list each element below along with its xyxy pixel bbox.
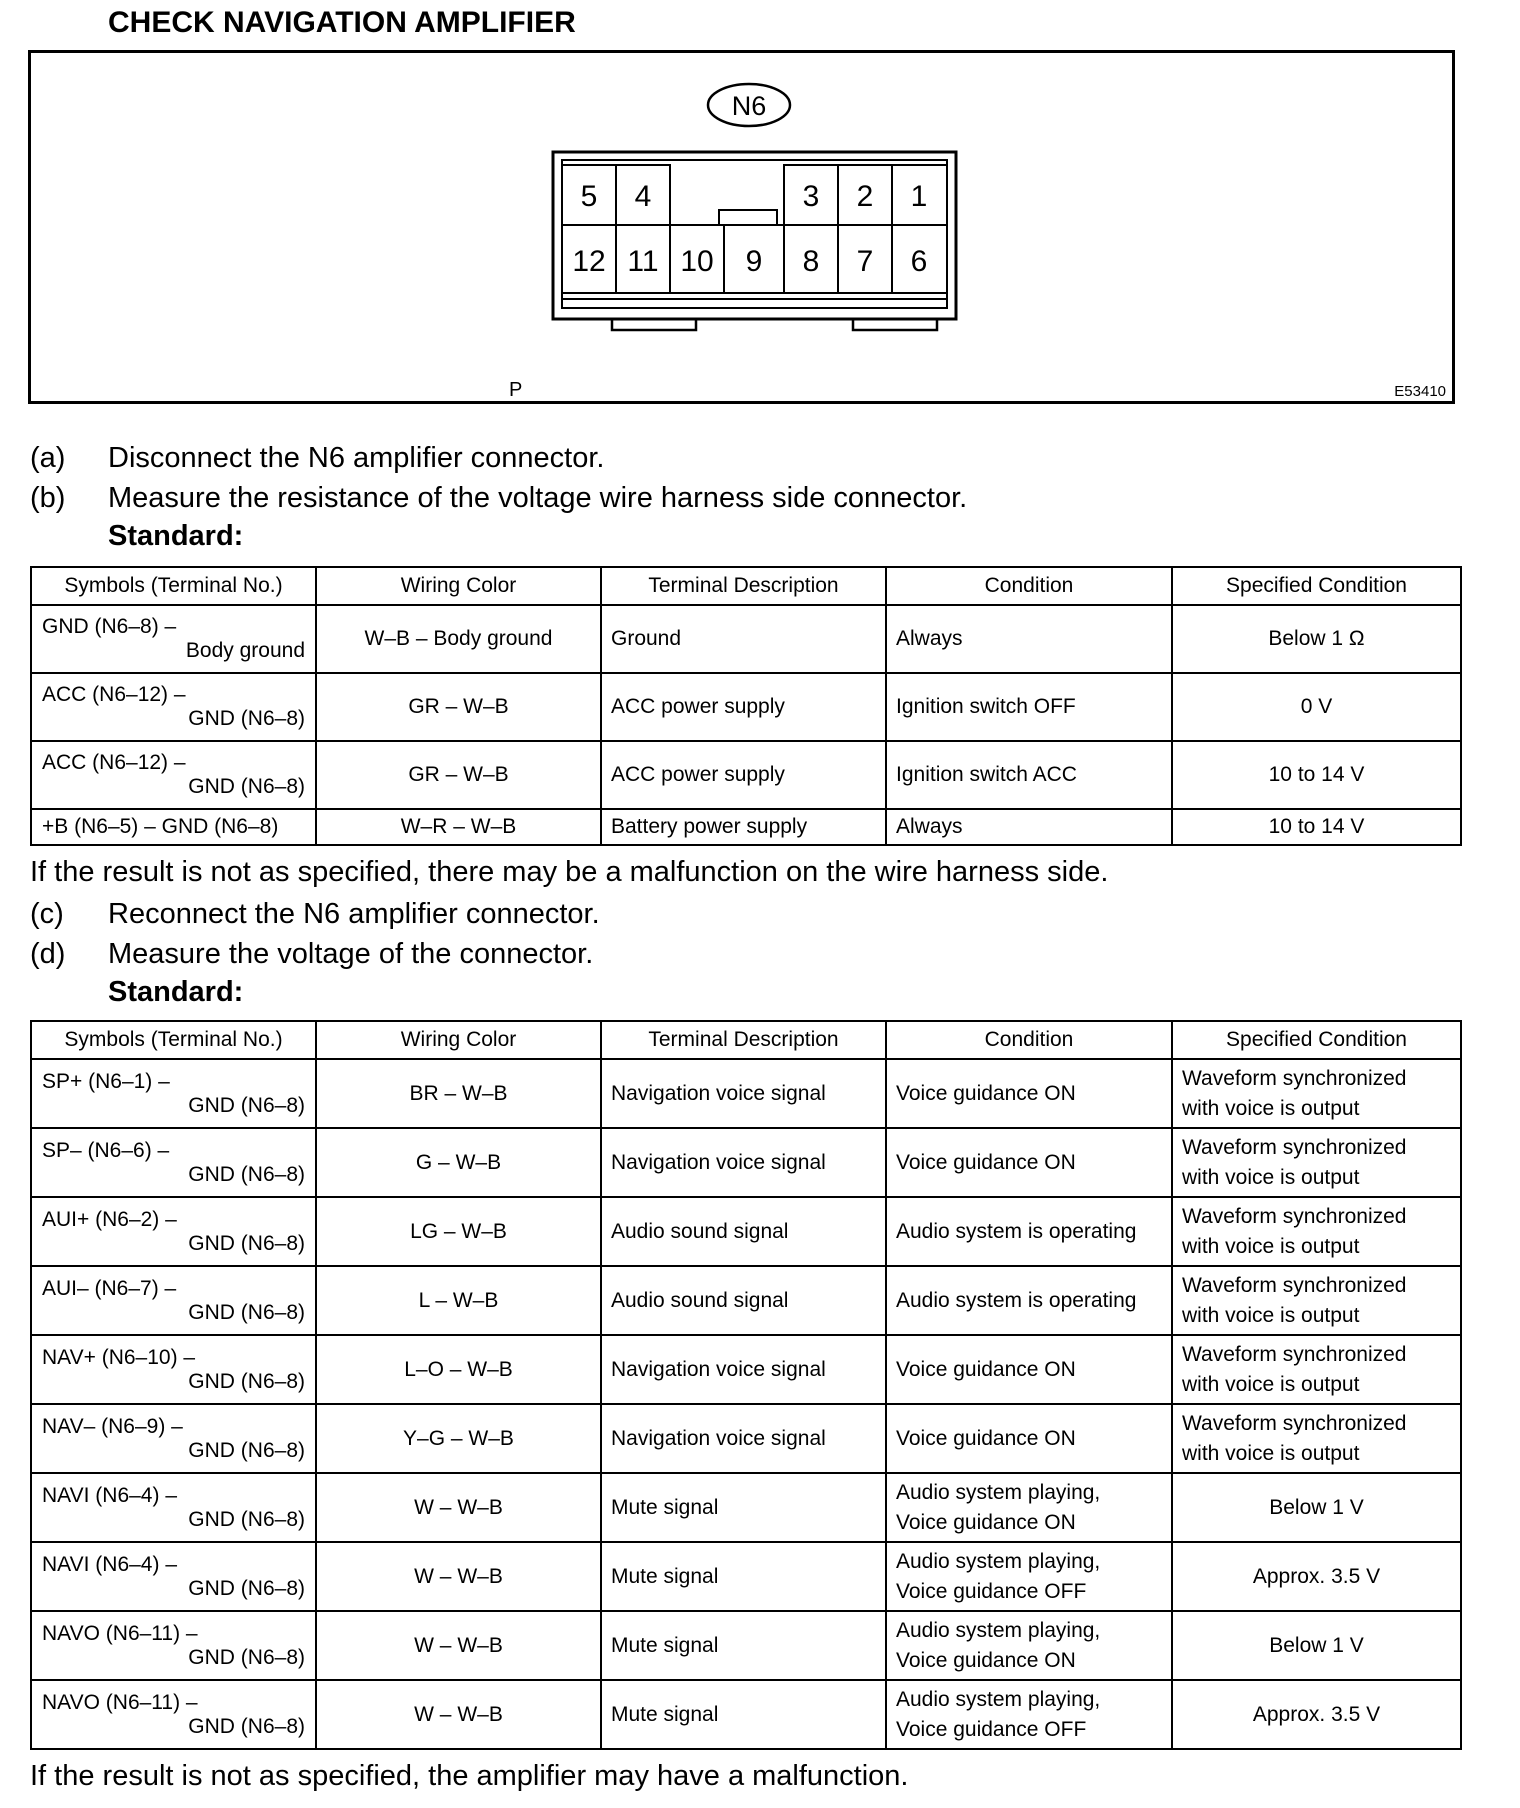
header-wiring-color: Wiring Color <box>316 567 601 605</box>
terminal-description: Audio sound signal <box>611 1219 789 1243</box>
table-row <box>31 673 1461 741</box>
step-text: Disconnect the N6 amplifier connector. <box>108 442 605 474</box>
specified-line: with voice is output <box>1182 1234 1360 1258</box>
voltage-table <box>30 1020 1462 1750</box>
cell-condition <box>886 1335 1172 1404</box>
table-row <box>31 605 1461 673</box>
cell-wiring-color <box>316 1128 601 1197</box>
condition-line: Voice guidance ON <box>896 1510 1076 1534</box>
symbol-reference: GND (N6–8) <box>188 1093 305 1117</box>
step-c <box>30 896 600 932</box>
table-row <box>31 1542 1461 1611</box>
symbol-terminal: NAVI (N6–4) – <box>42 1552 177 1576</box>
step-label: (a) <box>30 442 66 474</box>
cell-specified-condition <box>1172 605 1461 673</box>
cell-symbols <box>31 1611 316 1680</box>
header-terminal-description: Terminal Description <box>601 567 886 605</box>
pin-8: 8 <box>802 245 820 278</box>
specified-condition: 0 V <box>1300 695 1333 718</box>
cell-wiring-color <box>316 809 601 845</box>
symbol-reference: GND (N6–8) <box>188 1162 305 1186</box>
wiring-color: GR – W–B <box>408 695 509 718</box>
note-harness: If the result is not as specified, there may be a malfunction on the wire harness side. <box>30 856 1109 888</box>
symbol-reference: GND (N6–8) <box>188 1645 305 1669</box>
pin-7: 7 <box>856 245 874 278</box>
pin-1: 1 <box>910 180 928 213</box>
wiring-color: L – W–B <box>418 1288 499 1312</box>
cell-condition <box>886 741 1172 809</box>
condition: Audio system is operating <box>896 1219 1137 1243</box>
symbol-reference: GND (N6–8) <box>188 1714 305 1738</box>
terminal-description: Navigation voice signal <box>611 1426 826 1450</box>
wiring-color: G – W–B <box>415 1150 502 1174</box>
symbol-terminal: NAV+ (N6–10) – <box>42 1345 196 1369</box>
cell-condition <box>886 605 1172 673</box>
cell-specified-condition <box>1172 1197 1461 1266</box>
figure-code: E53410 <box>1394 383 1446 400</box>
specified-condition: Below 1 V <box>1269 1633 1364 1657</box>
table-row <box>31 1128 1461 1197</box>
cell-wiring-color <box>316 1680 601 1749</box>
pin-4: 4 <box>634 180 652 213</box>
header-condition: Condition <box>886 1021 1172 1059</box>
connector-label <box>708 84 790 126</box>
terminal-description: Ground <box>611 627 682 650</box>
wiring-color: W – W–B <box>414 1702 503 1726</box>
cell-condition <box>886 809 1172 845</box>
symbol-terminal: SP+ (N6–1) – <box>42 1069 170 1093</box>
specified-line: Waveform synchronized <box>1182 1342 1407 1366</box>
cell-specified-condition <box>1172 1611 1461 1680</box>
specified-condition: 10 to 14 V <box>1268 815 1365 838</box>
wiring-color: GR – W–B <box>408 763 509 786</box>
step-d <box>30 936 593 972</box>
cell-specified-condition <box>1172 1335 1461 1404</box>
wiring-color: W – W–B <box>414 1495 503 1519</box>
symbol-terminal: AUI+ (N6–2) – <box>42 1207 177 1231</box>
table-row <box>31 1611 1461 1680</box>
terminal-description: Navigation voice signal <box>611 1357 826 1381</box>
terminal-description: Mute signal <box>611 1702 719 1726</box>
cell-condition <box>886 1266 1172 1335</box>
wiring-color: W – W–B <box>414 1633 503 1657</box>
specified-condition: Below 1 Ω <box>1268 627 1365 650</box>
cell-wiring-color <box>316 1404 601 1473</box>
table-row <box>31 1680 1461 1749</box>
cell-terminal-description <box>601 1473 886 1542</box>
terminal-description: Audio sound signal <box>611 1288 789 1312</box>
cell-condition <box>886 1611 1172 1680</box>
step-a <box>30 440 604 476</box>
cell-symbols <box>31 1473 316 1542</box>
cell-terminal-description <box>601 1059 886 1128</box>
symbol-reference: GND (N6–8) <box>188 707 305 730</box>
symbol-terminal: NAVO (N6–11) – <box>42 1690 198 1714</box>
header-symbols: Symbols (Terminal No.) <box>31 567 316 605</box>
symbol-terminal: GND (N6–8) – <box>42 615 177 638</box>
condition: Voice guidance ON <box>896 1357 1076 1381</box>
symbol-reference: GND (N6–8) <box>188 1507 305 1531</box>
condition: Always <box>896 815 963 838</box>
cell-symbols <box>31 1128 316 1197</box>
standard-label: Standard: <box>108 520 244 552</box>
table-header-row <box>31 567 1461 605</box>
table-row <box>31 1473 1461 1542</box>
cell-terminal-description <box>601 1611 886 1680</box>
cell-symbols <box>31 673 316 741</box>
symbol-terminal: NAVO (N6–11) – <box>42 1621 198 1645</box>
wiring-color: W – W–B <box>414 1564 503 1588</box>
cell-terminal-description <box>601 673 886 741</box>
cell-terminal-description <box>601 1404 886 1473</box>
symbol-reference: GND (N6–8) <box>188 1438 305 1462</box>
condition-line: Voice guidance OFF <box>896 1579 1087 1603</box>
cell-terminal-description <box>601 1128 886 1197</box>
cell-symbols <box>31 1197 316 1266</box>
specified-line: Waveform synchronized <box>1182 1273 1407 1297</box>
symbol-reference: GND (N6–8) <box>188 775 305 798</box>
condition: Voice guidance ON <box>896 1150 1076 1174</box>
cell-specified-condition <box>1172 1266 1461 1335</box>
cell-specified-condition <box>1172 1680 1461 1749</box>
cell-terminal-description <box>601 1335 886 1404</box>
specified-line: with voice is output <box>1182 1441 1360 1465</box>
cell-terminal-description <box>601 1197 886 1266</box>
symbol-terminal: NAVI (N6–4) – <box>42 1483 177 1507</box>
cell-specified-condition <box>1172 741 1461 809</box>
cell-specified-condition <box>1172 1059 1461 1128</box>
cell-wiring-color <box>316 1542 601 1611</box>
wiring-color: L–O – W–B <box>404 1357 513 1381</box>
condition-line: Voice guidance OFF <box>896 1717 1087 1741</box>
specified-condition: Approx. 3.5 V <box>1252 1564 1381 1588</box>
terminal-description: Mute signal <box>611 1495 719 1519</box>
specified-line: Waveform synchronized <box>1182 1135 1407 1159</box>
side-label: P <box>509 379 523 401</box>
cell-symbols <box>31 809 316 845</box>
symbol-terminal: SP– (N6–6) – <box>42 1138 170 1162</box>
header-specified-condition: Specified Condition <box>1172 567 1461 605</box>
specified-line: with voice is output <box>1182 1165 1360 1189</box>
symbol-reference: GND (N6–8) <box>188 1300 305 1324</box>
cell-terminal-description <box>601 605 886 673</box>
condition-line: Audio system playing, <box>896 1687 1101 1711</box>
terminal-description: ACC power supply <box>611 695 785 718</box>
specified-line: with voice is output <box>1182 1303 1360 1327</box>
cell-terminal-description <box>601 741 886 809</box>
cell-terminal-description <box>601 1680 886 1749</box>
header-specified-condition: Specified Condition <box>1172 1021 1461 1059</box>
terminal-description: Navigation voice signal <box>611 1081 826 1105</box>
table-header-row <box>31 1021 1461 1059</box>
cell-wiring-color <box>316 1611 601 1680</box>
header-condition: Condition <box>886 567 1172 605</box>
cell-condition <box>886 1680 1172 1749</box>
pin-2: 2 <box>856 180 874 213</box>
svg-text:N6: N6 <box>731 91 767 121</box>
pin-11: 11 <box>627 245 659 278</box>
step-text: Measure the resistance of the voltage wire harness side connector. <box>108 482 968 514</box>
specified-line: with voice is output <box>1182 1096 1360 1120</box>
table-row <box>31 1197 1461 1266</box>
connector-body <box>553 152 956 330</box>
symbol-terminal: NAV– (N6–9) – <box>42 1414 183 1438</box>
condition-line: Audio system playing, <box>896 1618 1101 1642</box>
condition: Audio system is operating <box>896 1288 1137 1312</box>
specified-line: with voice is output <box>1182 1372 1360 1396</box>
condition: Always <box>896 627 963 650</box>
cell-specified-condition <box>1172 1128 1461 1197</box>
wiring-color: LG – W–B <box>410 1219 507 1243</box>
cell-specified-condition <box>1172 1542 1461 1611</box>
step-label: (b) <box>30 482 66 514</box>
cell-symbols <box>31 1335 316 1404</box>
symbol-reference: GND (N6–8) <box>188 1576 305 1600</box>
condition: Voice guidance ON <box>896 1426 1076 1450</box>
cell-symbols <box>31 1542 316 1611</box>
note-amplifier: If the result is not as specified, the amplifier may have a malfunction. <box>30 1760 909 1792</box>
specified-line: Waveform synchronized <box>1182 1066 1407 1090</box>
table-row <box>31 809 1461 845</box>
cell-wiring-color <box>316 673 601 741</box>
cell-symbols <box>31 741 316 809</box>
wiring-color: W–B – Body ground <box>364 627 553 650</box>
cell-symbols <box>31 605 316 673</box>
step-label: (c) <box>30 898 64 930</box>
cell-symbols <box>31 1059 316 1128</box>
cell-terminal-description <box>601 1542 886 1611</box>
resistance-table <box>30 566 1462 846</box>
cell-wiring-color <box>316 1473 601 1542</box>
page-title: CHECK NAVIGATION AMPLIFIER <box>108 6 576 39</box>
specified-line: Waveform synchronized <box>1182 1411 1407 1435</box>
cell-specified-condition <box>1172 1473 1461 1542</box>
cell-wiring-color <box>316 1197 601 1266</box>
specified-condition: Approx. 3.5 V <box>1252 1702 1381 1726</box>
connector-diagram <box>31 53 1452 401</box>
pin-3: 3 <box>802 180 820 213</box>
cell-specified-condition <box>1172 809 1461 845</box>
header-wiring-color: Wiring Color <box>316 1021 601 1059</box>
step-text: Reconnect the N6 amplifier connector. <box>108 898 600 930</box>
cell-condition <box>886 1542 1172 1611</box>
table-row <box>31 1335 1461 1404</box>
step-b <box>30 480 967 516</box>
symbol-reference: GND (N6–8) <box>188 1231 305 1255</box>
terminal-description: Mute signal <box>611 1633 719 1657</box>
terminal-description: Mute signal <box>611 1564 719 1588</box>
connector-figure <box>28 50 1455 404</box>
cell-wiring-color <box>316 605 601 673</box>
pin-9: 9 <box>745 245 763 278</box>
specified-line: Waveform synchronized <box>1182 1204 1407 1228</box>
symbol-reference: Body ground <box>185 639 305 662</box>
cell-wiring-color <box>316 741 601 809</box>
condition-line: Audio system playing, <box>896 1549 1101 1573</box>
cell-condition <box>886 1473 1172 1542</box>
condition-line: Audio system playing, <box>896 1480 1101 1504</box>
cell-condition <box>886 1404 1172 1473</box>
cell-symbols <box>31 1404 316 1473</box>
pin-10: 10 <box>680 245 714 278</box>
terminal-description: Navigation voice signal <box>611 1150 826 1174</box>
cell-terminal-description <box>601 809 886 845</box>
pin-5: 5 <box>580 180 598 213</box>
wiring-color: W–R – W–B <box>400 815 517 838</box>
symbol-terminal: ACC (N6–12) – <box>42 683 186 706</box>
step-text: Measure the voltage of the connector. <box>108 938 594 970</box>
condition: Voice guidance ON <box>896 1081 1076 1105</box>
symbol-reference: GND (N6–8) <box>188 1369 305 1393</box>
cell-wiring-color <box>316 1266 601 1335</box>
pin-6: 6 <box>910 245 928 278</box>
cell-condition <box>886 1059 1172 1128</box>
cell-wiring-color <box>316 1059 601 1128</box>
table-row <box>31 1404 1461 1473</box>
table-row <box>31 741 1461 809</box>
table-row <box>31 1266 1461 1335</box>
cell-condition <box>886 673 1172 741</box>
wiring-color: BR – W–B <box>409 1081 508 1105</box>
symbols: +B (N6–5) – GND (N6–8) <box>42 815 279 838</box>
cell-condition <box>886 1197 1172 1266</box>
cell-wiring-color <box>316 1335 601 1404</box>
cell-specified-condition <box>1172 1404 1461 1473</box>
cell-terminal-description <box>601 1266 886 1335</box>
condition-line: Voice guidance ON <box>896 1648 1076 1672</box>
standard-label: Standard: <box>108 976 244 1008</box>
symbol-terminal: AUI– (N6–7) – <box>42 1276 177 1300</box>
terminal-description: ACC power supply <box>611 763 785 786</box>
cell-specified-condition <box>1172 673 1461 741</box>
symbol-terminal: ACC (N6–12) – <box>42 751 186 774</box>
specified-condition: 10 to 14 V <box>1268 763 1365 786</box>
pin-12: 12 <box>572 245 606 278</box>
terminal-description: Battery power supply <box>611 815 808 838</box>
table-row <box>31 1059 1461 1128</box>
pin-numbers <box>572 180 927 278</box>
cell-symbols <box>31 1266 316 1335</box>
condition: Ignition switch ACC <box>896 763 1077 786</box>
step-label: (d) <box>30 938 66 970</box>
header-terminal-description: Terminal Description <box>601 1021 886 1059</box>
condition: Ignition switch OFF <box>896 695 1076 718</box>
header-symbols: Symbols (Terminal No.) <box>31 1021 316 1059</box>
specified-condition: Below 1 V <box>1269 1495 1364 1519</box>
wiring-color: Y–G – W–B <box>403 1426 514 1450</box>
cell-symbols <box>31 1680 316 1749</box>
cell-condition <box>886 1128 1172 1197</box>
